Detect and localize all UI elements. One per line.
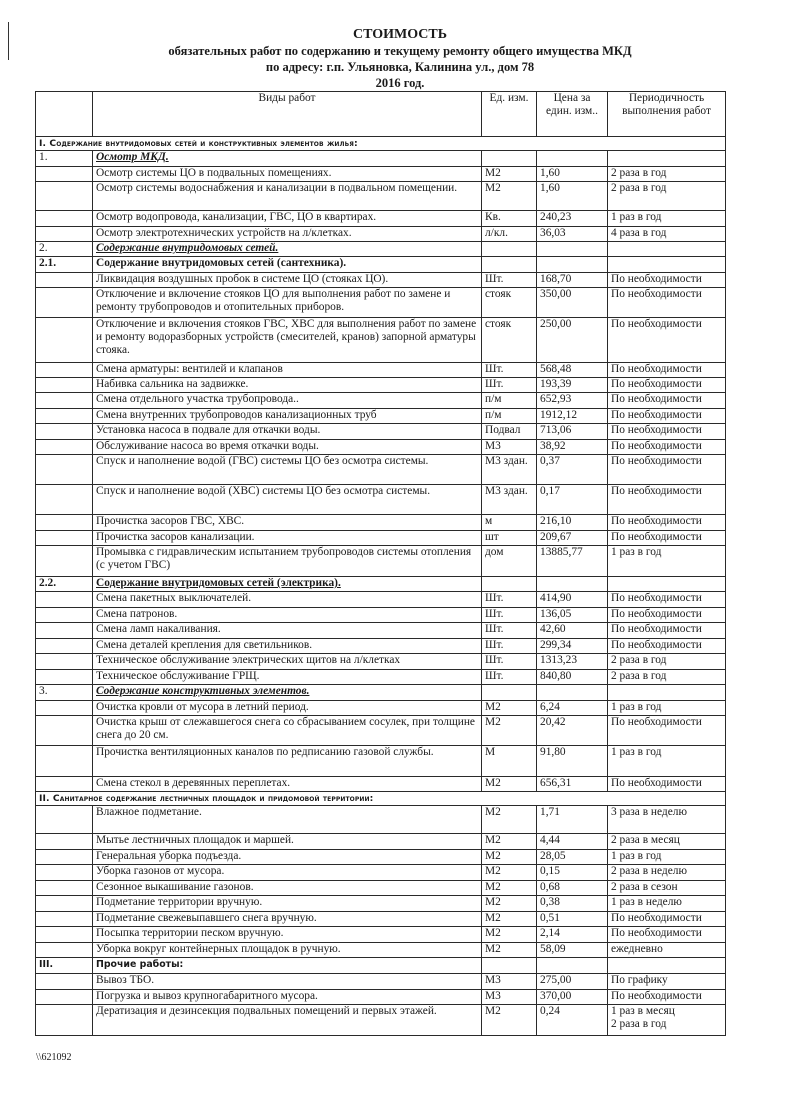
- unit-cell: стояк: [482, 318, 537, 363]
- row-number: [36, 1005, 93, 1036]
- price-cell: 42,60: [537, 623, 608, 639]
- work-name: Техническое обслуживание электрических щитов на л/клетках: [93, 654, 482, 670]
- price-cell: 370,00: [537, 990, 608, 1005]
- unit-cell: М3: [482, 974, 537, 990]
- unit-cell: М2: [482, 716, 537, 746]
- work-name: Смена арматуры: вентилей и клапанов: [93, 363, 482, 378]
- row-number: 3.: [36, 685, 93, 701]
- section-title: I. Содержание внутридомовых сетей и конструктивных элементов жилья:: [36, 137, 726, 151]
- work-name: Техническое обслуживание ГРЩ.: [93, 670, 482, 685]
- unit-cell: [482, 151, 537, 167]
- period-cell: По необходимости: [608, 363, 726, 378]
- row-number: [36, 881, 93, 896]
- price-cell: 250,00: [537, 318, 608, 363]
- price-cell: 1912,12: [537, 409, 608, 424]
- price-cell: [537, 958, 608, 974]
- work-name: Осмотр водопровода, канализации, ГВС, ЦО в квартирах.: [93, 211, 482, 227]
- period-cell: По необходимости: [608, 485, 726, 515]
- price-cell: [537, 685, 608, 701]
- work-name: Установка насоса в подвале для откачки воды.: [93, 424, 482, 440]
- work-name: Уборка вокруг контейнерных площадок в ручную.: [93, 943, 482, 958]
- unit-cell: стояк: [482, 288, 537, 318]
- unit-cell: м: [482, 515, 537, 531]
- row-number: [36, 546, 93, 577]
- table-row: [36, 167, 726, 182]
- price-cell: 1313,23: [537, 654, 608, 670]
- section-row: [36, 137, 726, 151]
- table-row: [36, 1005, 726, 1036]
- period-cell: 2 раза в год: [608, 654, 726, 670]
- period-cell: По необходимости: [608, 639, 726, 654]
- work-name: Набивка сальника на задвижке.: [93, 378, 482, 393]
- price-cell: [537, 257, 608, 273]
- price-cell: 350,00: [537, 288, 608, 318]
- table-row: [36, 378, 726, 393]
- period-cell: 1 раз в год: [608, 546, 726, 577]
- group-row: [36, 151, 726, 167]
- header-name-cell: Виды работ: [93, 92, 482, 137]
- table-row: [36, 608, 726, 623]
- table-row: [36, 670, 726, 685]
- work-name: Очистка крыш от слежавшегося снега со сбрасыванием сосулек, при толщине снега до 20 см.: [93, 716, 482, 746]
- unit-cell: [482, 257, 537, 273]
- row-number: [36, 943, 93, 958]
- work-name: Сезонное выкашивание газонов.: [93, 881, 482, 896]
- row-number: 1.: [36, 151, 93, 167]
- period-cell: По необходимости: [608, 912, 726, 927]
- table-row: [36, 896, 726, 912]
- table-row: [36, 623, 726, 639]
- unit-cell: п/м: [482, 393, 537, 409]
- table-row: [36, 227, 726, 242]
- unit-cell: Шт.: [482, 363, 537, 378]
- row-number: [36, 623, 93, 639]
- work-name: Смена отдельного участка трубопровода..: [93, 393, 482, 409]
- work-name: Обслуживание насоса во время откачки воды.: [93, 440, 482, 455]
- group-row: [36, 685, 726, 701]
- row-number: [36, 716, 93, 746]
- unit-cell: М2: [482, 701, 537, 716]
- price-cell: 414,90: [537, 592, 608, 608]
- unit-cell: М2: [482, 927, 537, 943]
- price-cell: 28,05: [537, 850, 608, 865]
- header-unit-cell: Ед. изм.: [482, 92, 537, 137]
- period-cell: По необходимости: [608, 592, 726, 608]
- header-period-cell: Периодичность выполнения работ: [608, 92, 726, 137]
- table-row: [36, 974, 726, 990]
- period-cell: 1 раз в год: [608, 850, 726, 865]
- unit-cell: шт: [482, 531, 537, 546]
- group-row: [36, 257, 726, 273]
- period-cell: 2 раза в неделю: [608, 865, 726, 881]
- table-row: [36, 701, 726, 716]
- header-price-cell: Цена за един. изм..: [537, 92, 608, 137]
- work-name: Прочистка вентиляционных каналов по редписанию газовой службы.: [93, 746, 482, 777]
- period-cell: 1 раз в год: [608, 746, 726, 777]
- table-row: [36, 777, 726, 792]
- price-cell: 656,31: [537, 777, 608, 792]
- period-cell: По необходимости: [608, 318, 726, 363]
- work-name: Смена патронов.: [93, 608, 482, 623]
- unit-cell: М2: [482, 912, 537, 927]
- row-number: [36, 974, 93, 990]
- group-title: Содержание внутридомовых сетей (сантехника).: [93, 257, 482, 273]
- price-cell: 1,60: [537, 167, 608, 182]
- work-name: Осмотр системы ЦО в подвальных помещениях.: [93, 167, 482, 182]
- price-cell: 1,71: [537, 806, 608, 834]
- period-cell: [608, 242, 726, 257]
- period-cell: [608, 151, 726, 167]
- table-row: [36, 639, 726, 654]
- row-number: [36, 167, 93, 182]
- price-cell: 136,05: [537, 608, 608, 623]
- row-number: III.: [36, 958, 93, 974]
- unit-cell: [482, 577, 537, 592]
- work-name: Смена деталей крепления для светильников.: [93, 639, 482, 654]
- work-name: Посыпка территории песком вручную.: [93, 927, 482, 943]
- unit-cell: М2: [482, 167, 537, 182]
- period-cell: 1 раз в год: [608, 211, 726, 227]
- row-number: [36, 515, 93, 531]
- price-cell: 4,44: [537, 834, 608, 850]
- group-title: Прочие работы:: [93, 958, 482, 974]
- table-row: [36, 546, 726, 577]
- unit-cell: М3 здан.: [482, 455, 537, 485]
- table-row: [36, 531, 726, 546]
- work-name: Смена ламп накаливания.: [93, 623, 482, 639]
- row-number: [36, 424, 93, 440]
- unit-cell: п/м: [482, 409, 537, 424]
- group-row: [36, 242, 726, 257]
- row-number: [36, 378, 93, 393]
- unit-cell: [482, 958, 537, 974]
- work-name: Вывоз ТБО.: [93, 974, 482, 990]
- work-name: Промывка с гидравлическим испытанием трубопроводов системы отопления (с учетом ГВС): [93, 546, 482, 577]
- price-cell: 0,17: [537, 485, 608, 515]
- unit-cell: дом: [482, 546, 537, 577]
- table-row: [36, 182, 726, 211]
- document-title: СТОИМОСТЬ: [352, 27, 448, 42]
- row-number: [36, 806, 93, 834]
- price-cell: 713,06: [537, 424, 608, 440]
- work-name: Смена стекол в деревянных переплетах.: [93, 777, 482, 792]
- period-cell: 2 раза в сезон: [608, 881, 726, 896]
- header-num-cell: [36, 92, 93, 137]
- period-cell: 2 раза в год: [608, 670, 726, 685]
- period-cell: 2 раза в месяц: [608, 834, 726, 850]
- unit-cell: М2: [482, 850, 537, 865]
- unit-cell: М2: [482, 806, 537, 834]
- price-cell: 2,14: [537, 927, 608, 943]
- row-number: 2.: [36, 242, 93, 257]
- work-name: Спуск и наполнение водой (ГВС) системы ЦО без осмотра системы.: [93, 455, 482, 485]
- table-row: [36, 865, 726, 881]
- period-cell: [608, 958, 726, 974]
- price-cell: 91,80: [537, 746, 608, 777]
- work-name: Смена внутренних трубопроводов канализационных труб: [93, 409, 482, 424]
- work-name: Осмотр системы водоснабжения и канализации в подвальном помещении.: [93, 182, 482, 211]
- row-number: 2.2.: [36, 577, 93, 592]
- work-name: Ликвидация воздушных пробок в системе ЦО (стояках ЦО).: [93, 273, 482, 288]
- row-number: [36, 850, 93, 865]
- table-row: [36, 485, 726, 515]
- unit-cell: Шт.: [482, 654, 537, 670]
- works-table-body: [36, 92, 726, 1036]
- period-cell: 2 раза в год: [608, 182, 726, 211]
- unit-cell: Подвал: [482, 424, 537, 440]
- work-name: Влажное подметание.: [93, 806, 482, 834]
- work-name: Подметание свежевыпавшего снега вручную.: [93, 912, 482, 927]
- work-name: Уборка газонов от мусора.: [93, 865, 482, 881]
- table-row: [36, 592, 726, 608]
- price-cell: 0,38: [537, 896, 608, 912]
- works-table: [35, 91, 726, 1036]
- row-number: [36, 670, 93, 685]
- row-number: [36, 318, 93, 363]
- row-number: [36, 440, 93, 455]
- group-title: Осмотр МКД.: [93, 151, 482, 167]
- row-number: [36, 927, 93, 943]
- row-number: [36, 531, 93, 546]
- unit-cell: М2: [482, 943, 537, 958]
- document-header: [0, 27, 800, 91]
- price-cell: [537, 577, 608, 592]
- unit-cell: М2: [482, 182, 537, 211]
- work-name: Дератизация и дезинсекция подвальных помещений и первых этажей.: [93, 1005, 482, 1036]
- unit-cell: Шт.: [482, 623, 537, 639]
- period-cell: По необходимости: [608, 455, 726, 485]
- work-name: Генеральная уборка подъезда.: [93, 850, 482, 865]
- table-row: [36, 943, 726, 958]
- period-cell: По необходимости: [608, 440, 726, 455]
- unit-cell: М3: [482, 440, 537, 455]
- unit-cell: М: [482, 746, 537, 777]
- price-cell: 0,68: [537, 881, 608, 896]
- price-cell: 0,51: [537, 912, 608, 927]
- table-row: [36, 455, 726, 485]
- table-header-row: [36, 92, 726, 137]
- unit-cell: М2: [482, 777, 537, 792]
- period-cell: [608, 685, 726, 701]
- group-row: [36, 958, 726, 974]
- document-code: \\621092: [36, 1052, 72, 1063]
- price-cell: 216,10: [537, 515, 608, 531]
- work-name: Погрузка и вывоз крупногабаритного мусора.: [93, 990, 482, 1005]
- row-number: [36, 288, 93, 318]
- work-name: Подметание территории вручную.: [93, 896, 482, 912]
- table-row: [36, 746, 726, 777]
- table-row: [36, 716, 726, 746]
- row-number: [36, 654, 93, 670]
- document-year: 2016 год.: [375, 76, 425, 90]
- period-cell: По необходимости: [608, 393, 726, 409]
- row-number: [36, 990, 93, 1005]
- price-cell: 0,37: [537, 455, 608, 485]
- price-cell: 1,60: [537, 182, 608, 211]
- work-name: Осмотр электротехнических устройств на л/клетках.: [93, 227, 482, 242]
- unit-cell: л/кл.: [482, 227, 537, 242]
- period-cell: ежедневно: [608, 943, 726, 958]
- period-cell: По необходимости: [608, 424, 726, 440]
- period-cell: 1 раз в неделю: [608, 896, 726, 912]
- price-cell: 568,48: [537, 363, 608, 378]
- section-title: II. Санитарное содержание лестничных площадок и придомовой территории:: [36, 792, 726, 806]
- row-number: [36, 227, 93, 242]
- table-row: [36, 318, 726, 363]
- row-number: [36, 211, 93, 227]
- table-row: [36, 654, 726, 670]
- price-cell: 0,24: [537, 1005, 608, 1036]
- document-subtitle: обязательных работ по содержанию и текущему ремонту общего имущества МКД: [168, 44, 632, 58]
- period-cell: По графику: [608, 974, 726, 990]
- row-number: [36, 393, 93, 409]
- price-cell: 58,09: [537, 943, 608, 958]
- row-number: [36, 592, 93, 608]
- unit-cell: М2: [482, 865, 537, 881]
- period-cell: 1 раз в месяц 2 раза в год: [608, 1005, 726, 1036]
- price-cell: 168,70: [537, 273, 608, 288]
- price-cell: 240,23: [537, 211, 608, 227]
- price-cell: 13885,77: [537, 546, 608, 577]
- period-cell: 3 раза в неделю: [608, 806, 726, 834]
- table-row: [36, 850, 726, 865]
- price-cell: 38,92: [537, 440, 608, 455]
- work-name: Отключение и включение стояков ЦО для выполнения работ по замене и ремонту трубопроводов и отопительных приборов.: [93, 288, 482, 318]
- work-name: Очистка кровли от мусора в летний период.: [93, 701, 482, 716]
- work-name: Прочистка засоров канализации.: [93, 531, 482, 546]
- group-title: Содержание внутридомовых сетей (электрика).: [93, 577, 482, 592]
- table-row: [36, 834, 726, 850]
- unit-cell: [482, 685, 537, 701]
- group-title: Содержание внутридомовых сетей.: [93, 242, 482, 257]
- row-number: [36, 834, 93, 850]
- period-cell: 4 раза в год: [608, 227, 726, 242]
- work-name: Спуск и наполнение водой (ХВС) системы ЦО без осмотра системы.: [93, 485, 482, 515]
- period-cell: По необходимости: [608, 927, 726, 943]
- row-number: [36, 608, 93, 623]
- table-row: [36, 515, 726, 531]
- unit-cell: Шт.: [482, 273, 537, 288]
- section-row: [36, 792, 726, 806]
- unit-cell: Шт.: [482, 592, 537, 608]
- group-row: [36, 577, 726, 592]
- table-row: [36, 273, 726, 288]
- price-cell: [537, 242, 608, 257]
- price-cell: 275,00: [537, 974, 608, 990]
- unit-cell: М2: [482, 896, 537, 912]
- table-row: [36, 424, 726, 440]
- price-cell: 20,42: [537, 716, 608, 746]
- table-row: [36, 990, 726, 1005]
- table-row: [36, 440, 726, 455]
- row-number: [36, 455, 93, 485]
- period-cell: По необходимости: [608, 378, 726, 393]
- row-number: [36, 363, 93, 378]
- price-cell: 299,34: [537, 639, 608, 654]
- unit-cell: [482, 242, 537, 257]
- price-cell: 36,03: [537, 227, 608, 242]
- row-number: [36, 912, 93, 927]
- period-cell: [608, 577, 726, 592]
- unit-cell: Шт.: [482, 639, 537, 654]
- row-number: [36, 639, 93, 654]
- period-cell: По необходимости: [608, 623, 726, 639]
- table-row: [36, 881, 726, 896]
- row-number: [36, 865, 93, 881]
- table-row: [36, 806, 726, 834]
- work-name: Смена пакетных выключателей.: [93, 592, 482, 608]
- row-number: [36, 409, 93, 424]
- row-number: 2.1.: [36, 257, 93, 273]
- price-cell: [537, 151, 608, 167]
- unit-cell: М2: [482, 834, 537, 850]
- period-cell: По необходимости: [608, 990, 726, 1005]
- price-cell: 652,93: [537, 393, 608, 409]
- document-address: по адресу: г.п. Ульяновка, Калинина ул., дом 78: [265, 60, 535, 74]
- period-cell: [608, 257, 726, 273]
- row-number: [36, 485, 93, 515]
- work-name: Мытье лестничных площадок и маршей.: [93, 834, 482, 850]
- unit-cell: М2: [482, 881, 537, 896]
- price-cell: 840,80: [537, 670, 608, 685]
- row-number: [36, 746, 93, 777]
- price-cell: 0,15: [537, 865, 608, 881]
- group-title: Содержание конструктивных элементов.: [93, 685, 482, 701]
- work-name: Прочистка засоров ГВС, ХВС.: [93, 515, 482, 531]
- period-cell: По необходимости: [608, 777, 726, 792]
- row-number: [36, 777, 93, 792]
- unit-cell: Кв.: [482, 211, 537, 227]
- table-row: [36, 288, 726, 318]
- table-row: [36, 912, 726, 927]
- table-row: [36, 211, 726, 227]
- period-cell: По необходимости: [608, 716, 726, 746]
- price-cell: 6,24: [537, 701, 608, 716]
- table-row: [36, 393, 726, 409]
- table-row: [36, 927, 726, 943]
- period-cell: 1 раз в год: [608, 701, 726, 716]
- row-number: [36, 896, 93, 912]
- period-cell: По необходимости: [608, 273, 726, 288]
- unit-cell: Шт.: [482, 670, 537, 685]
- period-cell: По необходимости: [608, 288, 726, 318]
- period-cell: 2 раза в год: [608, 167, 726, 182]
- unit-cell: М2: [482, 1005, 537, 1036]
- period-cell: По необходимости: [608, 531, 726, 546]
- period-cell: По необходимости: [608, 608, 726, 623]
- price-cell: 209,67: [537, 531, 608, 546]
- table-row: [36, 409, 726, 424]
- unit-cell: Шт.: [482, 378, 537, 393]
- row-number: [36, 701, 93, 716]
- table-row: [36, 363, 726, 378]
- unit-cell: М3 здан.: [482, 485, 537, 515]
- period-cell: По необходимости: [608, 515, 726, 531]
- unit-cell: М3: [482, 990, 537, 1005]
- work-name: Отключение и включения стояков ГВС, ХВС для выполнения работ по замене и ремонту водоразборных устройств (смесителей, кранов) запорной арматуры стояка.: [93, 318, 482, 363]
- unit-cell: Шт.: [482, 608, 537, 623]
- row-number: [36, 273, 93, 288]
- period-cell: По необходимости: [608, 409, 726, 424]
- row-number: [36, 182, 93, 211]
- price-cell: 193,39: [537, 378, 608, 393]
